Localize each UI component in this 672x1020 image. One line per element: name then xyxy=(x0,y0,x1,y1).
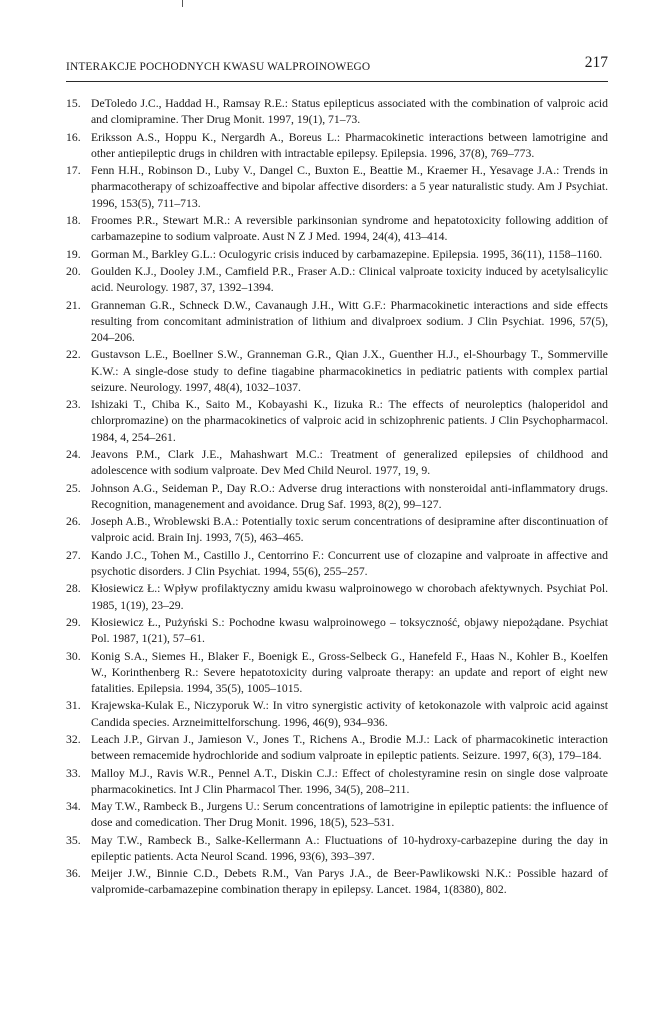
reference-number: 26. xyxy=(66,515,81,529)
reference-number: 25. xyxy=(66,481,81,495)
reference-text: Fenn H.H., Robinson D., Luby V., Dangel C., Buxton E., Beattie M., Kraemer H., Yesavage J.A.: Trends in pharmacotherapy of schizoaffective and bipolar affective disorders: a 5 year naturalistic study. Am J Psychiat. 1996, 153(5), 711–713. xyxy=(91,164,608,210)
reference-number: 29. xyxy=(66,615,81,629)
reference-number: 36. xyxy=(66,867,81,881)
reference-number: 23. xyxy=(66,398,81,412)
reference-item xyxy=(66,732,608,764)
reference-item xyxy=(66,548,608,580)
reference-number: 33. xyxy=(66,766,81,780)
reference-text: Gorman M., Barkley G.L.: Oculogyric crisis induced by carbamazepine. Epilepsia. 1995, 36(11), 1158–1160. xyxy=(91,247,603,261)
reference-item xyxy=(66,514,608,546)
reference-text: Kando J.C., Tohen M., Castillo J., Centorrino F.: Concurrent use of clozapine and valproate in affective and psychotic disorders. J Clin Psychiat. 1994, 55(6), 255–257. xyxy=(91,548,608,578)
reference-text: Konig S.A., Siemes H., Blaker F., Boenigk E., Gross-Selbeck G., Hanefeld F., Haas N., Kohler B., Koelfen W., Korinthenberg R.: Severe hepatotoxicity during valproate therapy: an update and report of eight new fatalities. Epilepsia. 1994, 35(5), 1005–1015. xyxy=(91,649,608,695)
reference-number: 30. xyxy=(66,649,81,663)
reference-text: Granneman G.R., Schneck D.W., Cavanaugh J.H., Witt G.F.: Pharmacokinetic interactions and side effects resulting from concomitant administration of lithium and divalproex sodium. J Clin Psychiat. 1996, 57(5), 204–206. xyxy=(91,298,608,344)
reference-number: 17. xyxy=(66,164,81,178)
reference-item xyxy=(66,347,608,396)
reference-text: Gustavson L.E., Boellner S.W., Granneman G.R., Qian J.X., Guenther H.J., el-Shourbagy T., Sommerville K.W.: A single-dose study to define tiagabine pharmacokinetics in pediatric patients with complex partial seizure. Neurology. 1997, 48(4), 1032–1037. xyxy=(91,348,608,394)
reference-number: 20. xyxy=(66,264,81,278)
reference-list xyxy=(66,96,608,900)
reference-number: 15. xyxy=(66,97,81,110)
reference-item xyxy=(66,213,608,245)
reference-text: Johnson A.G., Seideman P., Day R.O.: Adverse drug interactions with nonsteroidal anti-inflammatory drugs. Recognition, managenement and avoidance. Drug Saf. 1993, 8(2), 99–127. xyxy=(91,481,608,511)
reference-number: 34. xyxy=(66,800,81,814)
reference-item xyxy=(66,447,608,479)
reference-number: 19. xyxy=(66,247,81,261)
reference-text: Froomes P.R., Stewart M.R.: A reversible parkinsonian syndrome and hepatotoxicity following addition of carbamazepine to sodium valproate. Aust N Z J Med. 1994, 24(4), 413–414. xyxy=(91,213,608,244)
reference-item xyxy=(66,96,608,128)
reference-item xyxy=(66,397,608,446)
running-title: INTERAKCJE POCHODNYCH KWASU WALPROINOWEGO xyxy=(66,61,371,73)
page-number: 217 xyxy=(584,54,608,71)
reference-number: 21. xyxy=(66,298,81,312)
page-header xyxy=(66,54,608,76)
reference-text: Ishizaki T., Chiba K., Saito M., Kobayashi K., Iizuka R.: The effects of neuroleptics (haloperidol and chlorpromazine) on the pharmacokinetics of valproic acid in schizophrenic patients. J Clin Psychopharmacol. 1984, 4, 254–261. xyxy=(91,398,608,444)
reference-text: May T.W., Rambeck B., Salke-Kellermann A.: Fluctuations of 10-hydroxy-carbazepine during the day in epileptic patients. Acta Neurol Scand. 1996, 93(6), 393–397. xyxy=(91,833,608,863)
reference-item xyxy=(66,698,608,730)
reference-number: 32. xyxy=(66,732,81,746)
reference-item xyxy=(66,615,608,647)
reference-number: 22. xyxy=(66,348,81,362)
reference-number: 35. xyxy=(66,833,81,847)
reference-text: Jeavons P.M., Clark J.E., Mahashwart M.C.: Treatment of generalized epilepsies of childhood and adolescence with sodium valproate. Dev Med Child Neurol. 1977, 19, 9. xyxy=(91,447,608,478)
reference-text: Meijer J.W., Binnie C.D., Debets R.M., Van Parys J.A., de Beer-Pawlikowski N.K.: Possible hazard of valpromide-carbamazepine combination therapy in epilepsy. Lancet. 1984, 1(8380), 802. xyxy=(91,867,608,897)
reference-text: Kłosiewicz Ł., Pużyński S.: Pochodne kwasu walproinowego – toksyczność, objawy niepożądane. Psychiat Pol. 1987, 1(21), 57–61. xyxy=(91,615,608,646)
reference-number: 18. xyxy=(66,213,81,227)
reference-item xyxy=(66,833,608,865)
reference-item xyxy=(66,481,608,513)
reference-item xyxy=(66,799,608,831)
reference-number: 27. xyxy=(66,548,81,562)
reference-item xyxy=(66,163,608,212)
reference-text: Goulden K.J., Dooley J.M., Camfield P.R., Fraser A.D.: Clinical valproate toxicity induced by acetylsalicylic acid. Neurology. 1987, 37, 1392–1394. xyxy=(91,264,608,295)
header-rule xyxy=(66,81,608,82)
reference-item xyxy=(66,298,608,347)
reference-item xyxy=(66,581,608,613)
reference-item xyxy=(66,264,608,296)
reference-item xyxy=(66,247,608,263)
reference-text: Eriksson A.S., Hoppu K., Nergardh A., Boreus L.: Pharmacokinetic interactions between lamotrigine and other antiepileptic drugs in children with intractable epilepsy. Epilepsia. 1996, 37(8), 769–773. xyxy=(91,130,608,160)
reference-number: 16. xyxy=(66,130,81,144)
reference-text: DeToledo J.C., Haddad H., Ramsay R.E.: Status epilepticus associated with the combination of valproic acid and clomipramine. Ther Drug Monit. 1997, 19(1), 71–73. xyxy=(91,97,608,127)
reference-item xyxy=(66,866,608,898)
reference-text: May T.W., Rambeck B., Jurgens U.: Serum concentrations of lamotrigine in epileptic patients: the influence of dose and comedication. Ther Drug Monit. 1996, 18(5), 523–531. xyxy=(91,800,608,830)
reference-number: 24. xyxy=(66,447,81,461)
reference-text: Malloy M.J., Ravis W.R., Pennel A.T., Diskin C.J.: Effect of cholestyramine resin on single dose valproate pharmacokinetics. Int J Clin Pharmacol Ther. 1996, 34(5), 208–211. xyxy=(91,766,608,796)
reference-item xyxy=(66,766,608,798)
reference-number: 28. xyxy=(66,582,81,596)
reference-item xyxy=(66,130,608,162)
reference-text: Krajewska-Kulak E., Niczyporuk W.: In vitro synergistic activity of ketokonazole with valproic acid against Candida species. Arzneimittelforschung. 1996, 46(9), 934–936. xyxy=(91,699,608,729)
reference-item xyxy=(66,649,608,698)
crop-mark xyxy=(182,0,183,7)
reference-text: Joseph A.B., Wroblewski B.A.: Potentially toxic serum concentrations of desipramine after discontinuation of valproic acid. Brain Inj. 1993, 7(5), 463–465. xyxy=(91,515,608,545)
reference-text: Kłosiewicz Ł.: Wpływ profilaktyczny amidu kwasu walproinowego w chorobach afektywnych. Psychiat Pol. 1985, 1(19), 23–29. xyxy=(91,582,608,612)
reference-number: 31. xyxy=(66,699,81,713)
reference-text: Leach J.P., Girvan J., Jamieson V., Jones T., Richens A., Brodie M.J.: Lack of pharmacokinetic interaction between remacemide hydrochloride and sodium valproate in epileptic patients. Seizure. 1997, 6(3), 179–184. xyxy=(91,732,608,763)
